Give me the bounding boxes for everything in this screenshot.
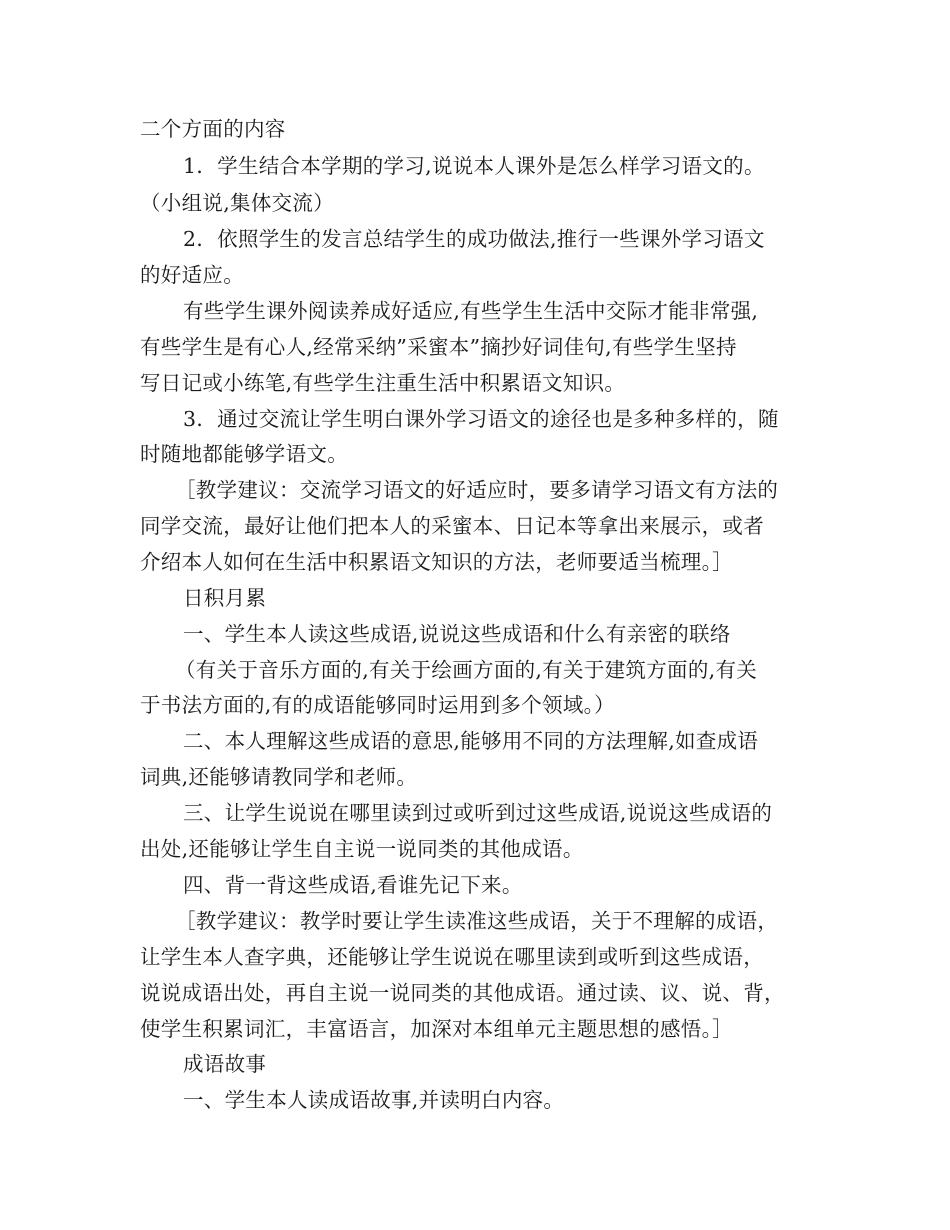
text-line: 一、学生本人读成语故事,并读明白内容。: [183, 1088, 565, 1112]
text-line: 同学交流，最好让他们把本人的采蜜本、日记本等拿出来展示，或者: [140, 514, 764, 538]
text-line: 三、让学生说说在哪里读到过或听到过这些成语,说说这些成语的: [183, 801, 773, 825]
text-line: 有些学生课外阅读养成好适应,有些学生生活中交际才能非常强,: [183, 299, 759, 323]
text-line: （有关于音乐方面的,有关于绘画方面的,有关于建筑方面的,有关: [175, 658, 758, 682]
section-heading: 成语故事: [183, 1052, 267, 1076]
text-line: 使学生积累词汇，丰富语言，加深对本组单元主题思想的感悟。］: [140, 1017, 733, 1041]
text-line: 1．学生结合本学期的学习,说说本人课外是怎么样学习语文的。: [183, 154, 765, 178]
text-line: 一、学生本人读这些成语,说说这些成语和什么有亲密的联络: [183, 622, 731, 646]
text-line: 四、背一背这些成语,看谁先记下来。: [183, 873, 523, 897]
text-line: 词典,还能够请教同学和老师。: [140, 765, 418, 789]
text-line: 有些学生是有心人,经常采纳”采蜜本”摘抄好词佳句,有些学生坚持: [140, 335, 737, 359]
text-line: 3．通过交流让学生明白课外学习语文的途径也是多种多样的，随: [183, 407, 779, 431]
text-line: 出处,还能够让学生自主说一说同类的其他成语。: [140, 837, 584, 861]
text-line: （小组说,集体交流）: [140, 191, 335, 215]
text-line: 二个方面的内容: [140, 117, 286, 141]
text-line: ［教学建议：教学时要让学生读准这些成语，关于不理解的成语，: [175, 909, 779, 933]
text-line: 写日记或小练笔,有些学生注重生活中积累语文知识。: [140, 371, 626, 395]
text-line: 让学生本人查字典，还能够让学生说说在哪里读到或听到这些成语，: [140, 945, 764, 969]
text-line: 介绍本人如何在生活中积累语文知识的方法，老师要适当梳理。］: [140, 550, 733, 574]
section-heading: 日积月累: [183, 586, 267, 610]
text-line: 于书法方面的,有的成语能够同时运用到多个领域。）: [140, 693, 615, 717]
text-line: 2．依照学生的发言总结学生的成功做法,推行一些课外学习语文: [183, 227, 765, 251]
text-line: 二、本人理解这些成语的意思,能够用不同的方法理解,如查成语: [183, 729, 759, 753]
text-line: 的好适应。: [140, 263, 244, 287]
text-line: 说说成语出处，再自主说一说同类的其他成语。通过读、议、说、背，: [140, 981, 785, 1005]
text-line: 时随地都能够学语文。: [140, 442, 348, 466]
text-line: ［教学建议：交流学习语文的好适应时，要多请学习语文有方法的: [175, 478, 779, 502]
